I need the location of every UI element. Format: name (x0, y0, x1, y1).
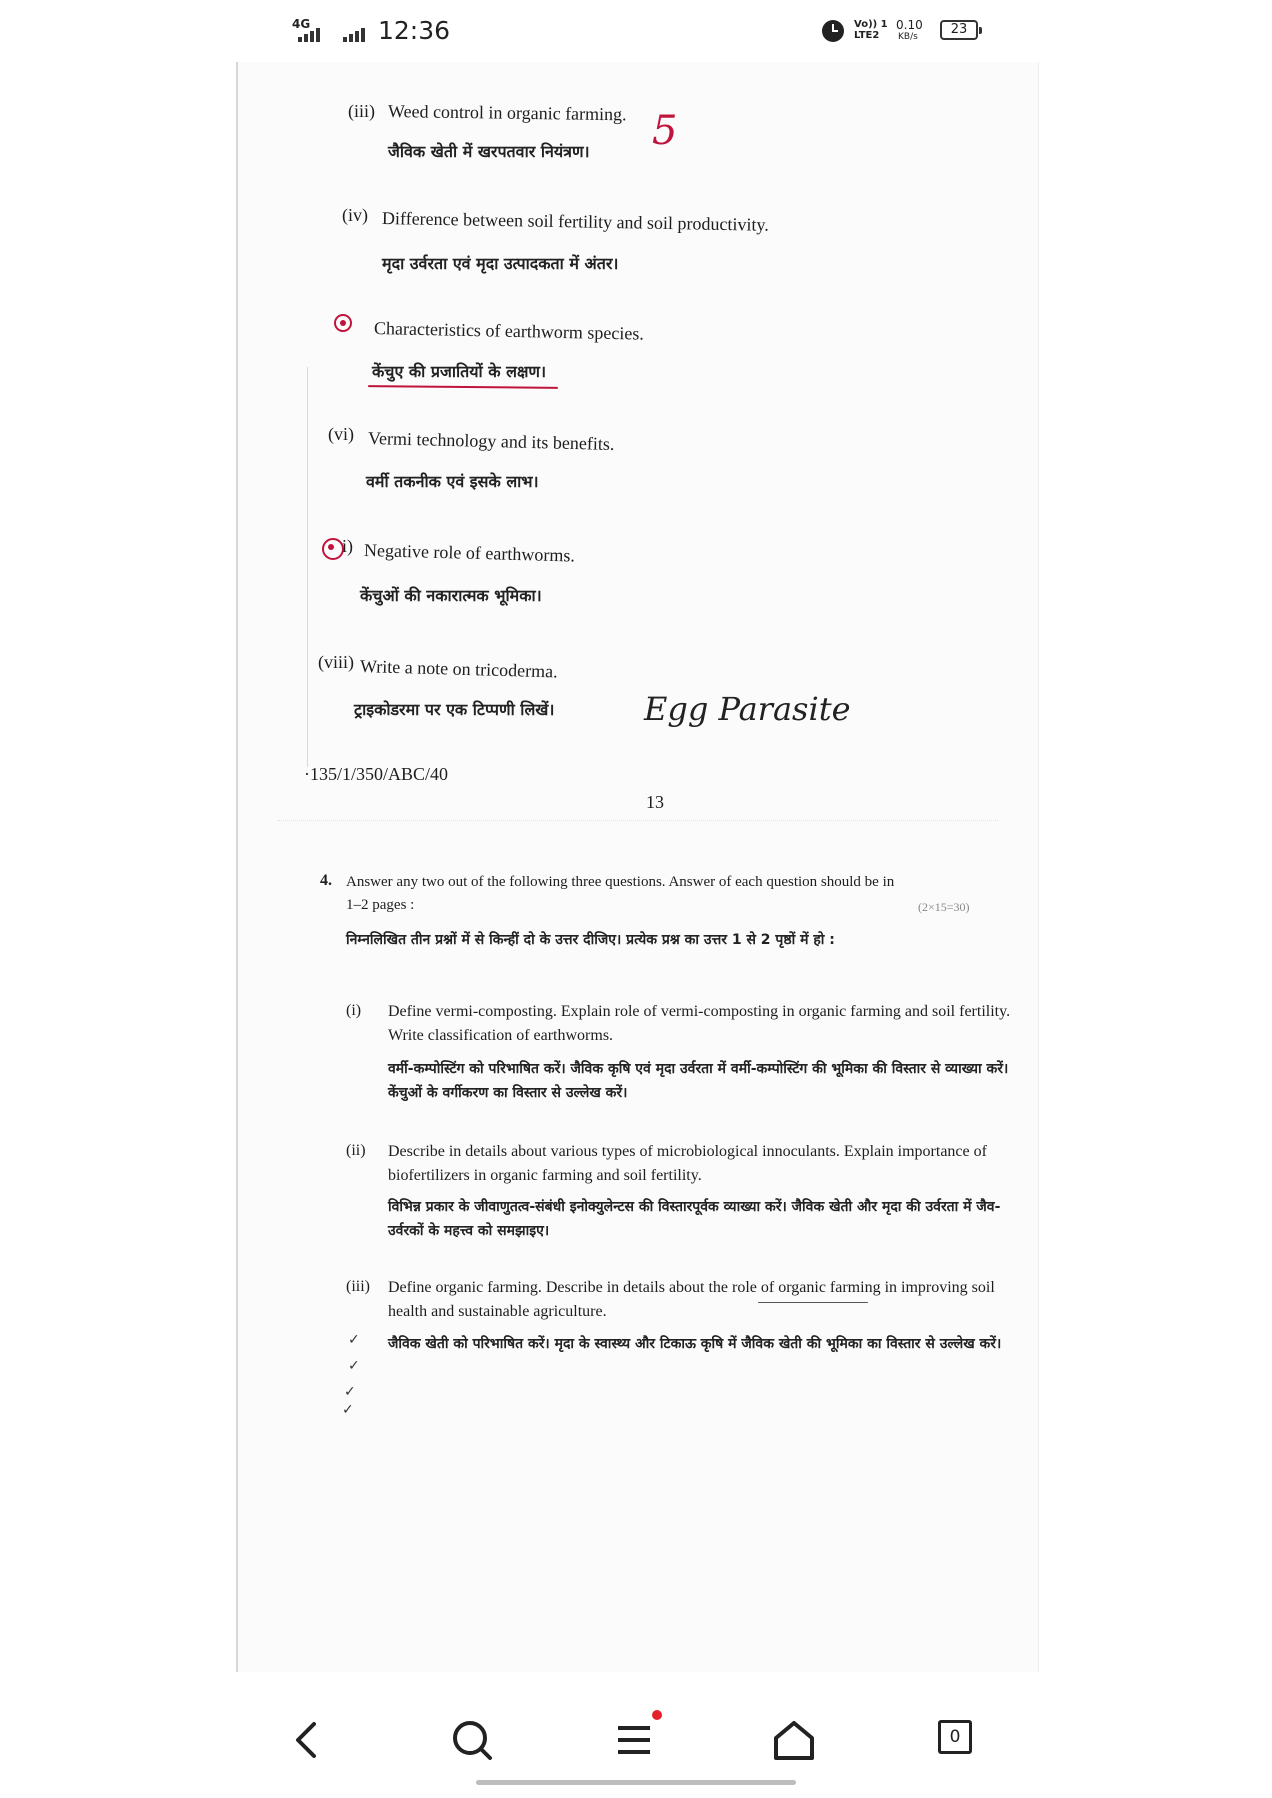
question-english: Define organic farming. Describe in details about the role of organic farming in improving soil health and sustainable agriculture. (388, 1279, 995, 1320)
paper-code: ·135/1/350/ABC/40 (304, 764, 449, 784)
item-hindi: वर्मी तकनीक एवं इसके लाभ। (366, 472, 539, 491)
signal-icon (298, 28, 320, 42)
item-hindi: केंचुओं की नकारात्मक भूमिका। (360, 586, 542, 605)
question-number: 4. (320, 872, 332, 889)
page-divider (278, 820, 998, 821)
menu-icon (606, 1712, 662, 1768)
tabs-count: 0 (949, 1727, 961, 1747)
item-hindi: जैविक खेती में खरपतवार नियंत्रण। (388, 142, 590, 161)
item-english: Weed control in organic farming. (387, 101, 627, 125)
document-page[interactable] (236, 62, 1039, 1672)
pen-tick-mark: ✓ (344, 1384, 356, 1400)
browser-navigation-bar (236, 1672, 1036, 1798)
question-hindi: वर्मी-कम्पोस्टिंग को परिभाषित करें। जैविक कृषि एवं मृदा उर्वरता में वर्मी-कम्पोस्टिंग की भूमिका की विस्तार से व्याख्या करें। केंचुओं के वर्गीकरण का विस्तार से उल्लेख करें। (388, 1061, 1009, 1101)
item-english: Vermi technology and its benefits. (367, 428, 615, 455)
item-number: i) (342, 536, 353, 556)
item-number: (viii) (318, 652, 354, 672)
question-number: (iii) (346, 1278, 370, 1295)
item-number: (vi) (328, 424, 354, 444)
handwritten-mark-five: 5 (652, 108, 678, 154)
item-english: Characteristics of earthworm species. (373, 318, 645, 344)
pen-tick-mark: ✓ (342, 1402, 354, 1418)
chevron-left-icon (280, 1712, 336, 1768)
home-button[interactable] (766, 1712, 822, 1768)
red-circle-mark (334, 314, 352, 332)
question-english: Describe in details about various types of microbiological innoculants. Explain importance of biofertilizers in organic farming and soil fertility. (388, 1143, 987, 1184)
back-button[interactable] (280, 1712, 336, 1768)
tabs-button[interactable] (930, 1712, 986, 1768)
notification-dot (652, 1710, 662, 1720)
network-speed-value: 0.10 (896, 18, 923, 32)
tabs-icon (938, 1720, 972, 1754)
network-type-label: 4G (292, 17, 311, 31)
item-hindi: मृदा उर्वरता एवं मृदा उत्पादकता में अंतर। (382, 254, 619, 273)
handwritten-note-egg-parasite: Egg Parasite (644, 690, 851, 728)
battery-icon (940, 20, 978, 40)
question-number: (ii) (346, 1142, 366, 1159)
item-number: (iv) (342, 205, 368, 225)
item-hindi: केंचुए की प्रजातियों के लक्षण। (372, 362, 547, 381)
volte-label: Vo)) 1 (854, 19, 888, 30)
clock-time: 12:36 (378, 16, 451, 45)
search-icon (444, 1712, 500, 1768)
marks-allocation: (2×15=30) (918, 900, 970, 914)
menu-button[interactable] (606, 1712, 662, 1768)
instruction-hindi: निम्नलिखित तीन प्रश्नों में से किन्हीं दो के उत्तर दीजिए। प्रत्येक प्रश्न का उत्तर 1 से 2 पृष्ठों में हो : (346, 932, 835, 948)
home-icon (766, 1712, 822, 1768)
status-bar (0, 0, 1272, 62)
item-english: Write a note on tricoderma. (359, 656, 558, 682)
pen-underline (758, 1302, 868, 1303)
red-circle-mark (322, 538, 344, 560)
lte-label: LTE2 (854, 30, 880, 41)
battery-level: 23 (950, 22, 968, 37)
question-english: Define vermi-composting. Explain role of vermi-composting in organic farming and soil fertility. Write classification of earthworms. (388, 1003, 1011, 1044)
search-button[interactable] (444, 1712, 500, 1768)
item-english: Negative role of earthworms. (363, 540, 576, 566)
instruction-english-line2: 1–2 pages : (346, 897, 415, 913)
item-hindi: ट्राइकोडरमा पर एक टिप्पणी लिखें। (354, 700, 555, 719)
red-underline (368, 385, 558, 389)
page-number: 13 (646, 792, 664, 812)
alarm-icon (822, 20, 844, 42)
question-number: (i) (346, 1002, 362, 1019)
instruction-english-line1: Answer any two out of the following three questions. Answer of each question should be in (346, 874, 895, 890)
item-number: (iii) (348, 101, 375, 121)
signal-icon-2 (343, 28, 365, 42)
network-speed-unit: KB/s (898, 32, 918, 42)
page-fold-line (307, 367, 308, 767)
item-english: Difference between soil fertility and soil productivity. (381, 208, 770, 235)
gesture-home-indicator[interactable] (476, 1780, 796, 1785)
question-hindi: जैविक खेती को परिभाषित करें। मृदा के स्वास्थ्य और टिकाऊ कृषि में जैविक खेती की भूमिका का विस्तार से उल्लेख करें। (388, 1336, 1002, 1352)
pen-tick-mark: ✓ (348, 1332, 360, 1348)
question-hindi: विभिन्न प्रकार के जीवाणुतत्व-संबंधी इनोक्युलेन्टस की विस्तारपूर्वक व्याख्या करें। जैविक खेती और मृदा की उर्वरता में जैव-उर्वरकों के महत्त्व को समझाइए। (388, 1199, 1001, 1239)
pen-tick-mark: ✓ (348, 1358, 360, 1374)
